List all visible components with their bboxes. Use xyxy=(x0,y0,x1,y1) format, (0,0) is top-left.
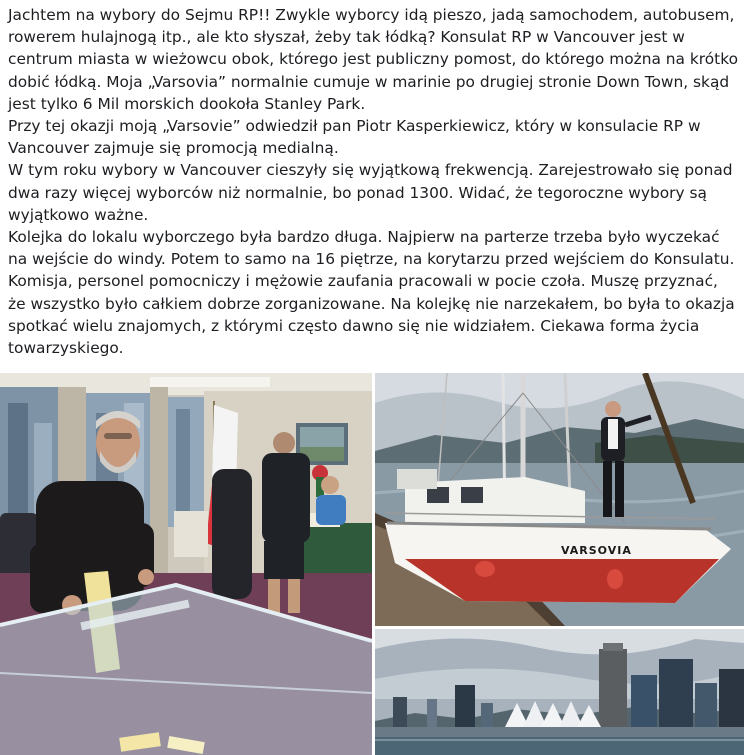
photo-yacht-varsovia[interactable] xyxy=(375,373,744,626)
post-paragraph: Przy tej okazji moją „Varsovie” odwiedził pan Piotr Kasperkiewicz, który w konsulacie RP w Vancouver zajmuje się promocją medialną. xyxy=(8,117,701,158)
skyline-scene-image xyxy=(375,629,744,755)
photo-voting-ballot-box[interactable] xyxy=(0,373,372,755)
post-paragraph: Jachtem na wybory do Sejmu RP!! Zwykle wyborcy idą pieszo, jadą samochodem, autobusem, rowerem hulajnogą itp., ale kto słyszał, żeby tak łódką? Konsulat RP w Vancouver jest w centrum miasta w wieżowcu obok, którego jest publiczny pomost, do którego można na krótko dobić łódką. Moja „Varsovia” normalnie cumuje w marinie po drugiej stronie Down Town, skąd jest tylko 6 Mil morskich dookoła Stanley Park. xyxy=(8,6,738,113)
post-paragraph: W tym roku wybory w Vancouver cieszyły się wyjątkową frekwencją. Zarejestrowało się ponad dwa razy więcej wyborców niż normalnie, bo ponad 1300. Widać, że tegoroczne wybory są wyjątkowo ważne. xyxy=(8,161,733,224)
yacht-scene-image xyxy=(375,373,744,626)
boat-name: VARSOVIA xyxy=(561,544,632,557)
voting-scene-image xyxy=(0,373,372,755)
photo-vancouver-skyline[interactable] xyxy=(375,629,744,755)
post-text xyxy=(8,4,740,359)
post-paragraph: Kolejka do lokalu wyborczego była bardzo długa. Najpierw na parterze trzeba było wyczekać na wejście do windy. Potem to samo na 16 piętrze, na korytarzu przed wejściem do Konsulatu. Komisja, personel pomocniczy i mężowie zaufania pracowali w pocie czoła. Muszę przyznać, że wszystko było całkiem dobrze zorganizowane. Na kolejkę nie narzekałem, bo była to okazja spotkać wielu znajomych, z którymi często dawno się nie widziałem. Ciekawa forma życia towarzyskiego. xyxy=(8,228,735,358)
